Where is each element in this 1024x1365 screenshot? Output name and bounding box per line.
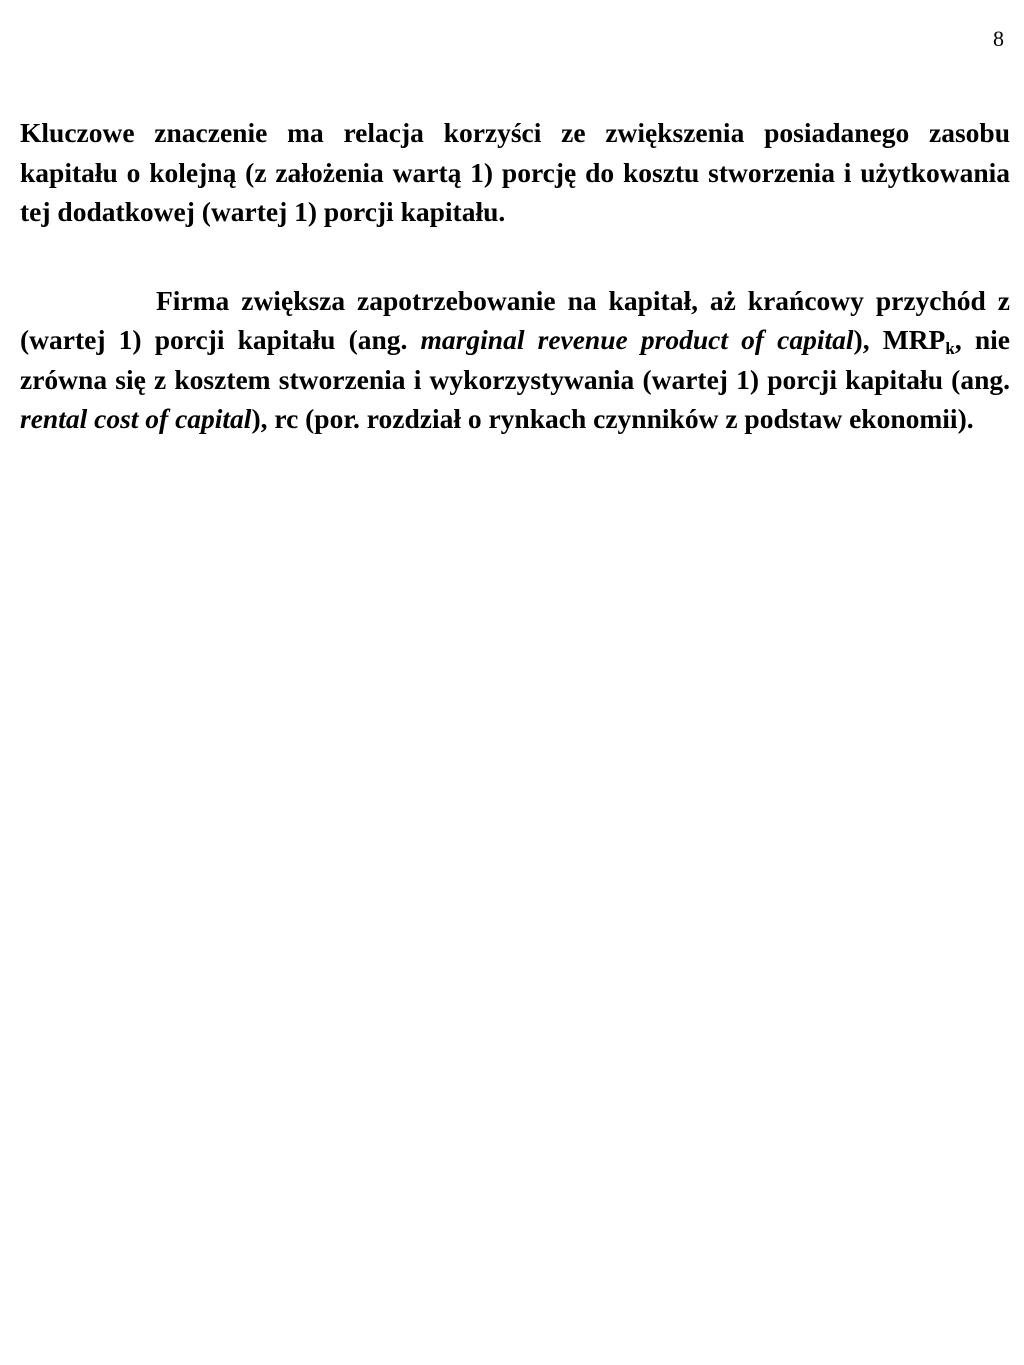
paragraph-text-segment: Firma zwiększa zapotrzebowanie na kapitał, aż krańcowy przychód z (wartej 1) porcji kapitału (ang. (20, 284, 1010, 355)
term-rental-cost: rental cost of capital (20, 403, 252, 434)
paragraph-text-segment: ), MRP (853, 324, 946, 355)
paragraph-key-relation: Kluczowe znaczenie ma relacja korzyści ze zwiększenia posiadanego zasobu kapitału o kolejną (z założenia wartą 1) porcję do kosztu stworzenia i użytkowania tej dodatkowej (wartej 1) porcji kapitału. (20, 117, 1010, 227)
paragraph-text-segment: , nie zrówna się z kosztem stworzenia i wykorzystywania (wartej 1) porcji kapitału (ang. (20, 324, 1010, 395)
paragraph-capital-demand (20, 281, 1010, 439)
term-marginal-revenue-product: marginal revenue product of capital (420, 324, 854, 355)
page-number: 8 (993, 26, 1004, 51)
document-body (20, 113, 1010, 439)
mrp-subscript: k (945, 339, 955, 358)
paragraph-text-segment: ), rc (por. rozdział o rynkach czynników z podstaw ekonomii). (251, 403, 974, 434)
